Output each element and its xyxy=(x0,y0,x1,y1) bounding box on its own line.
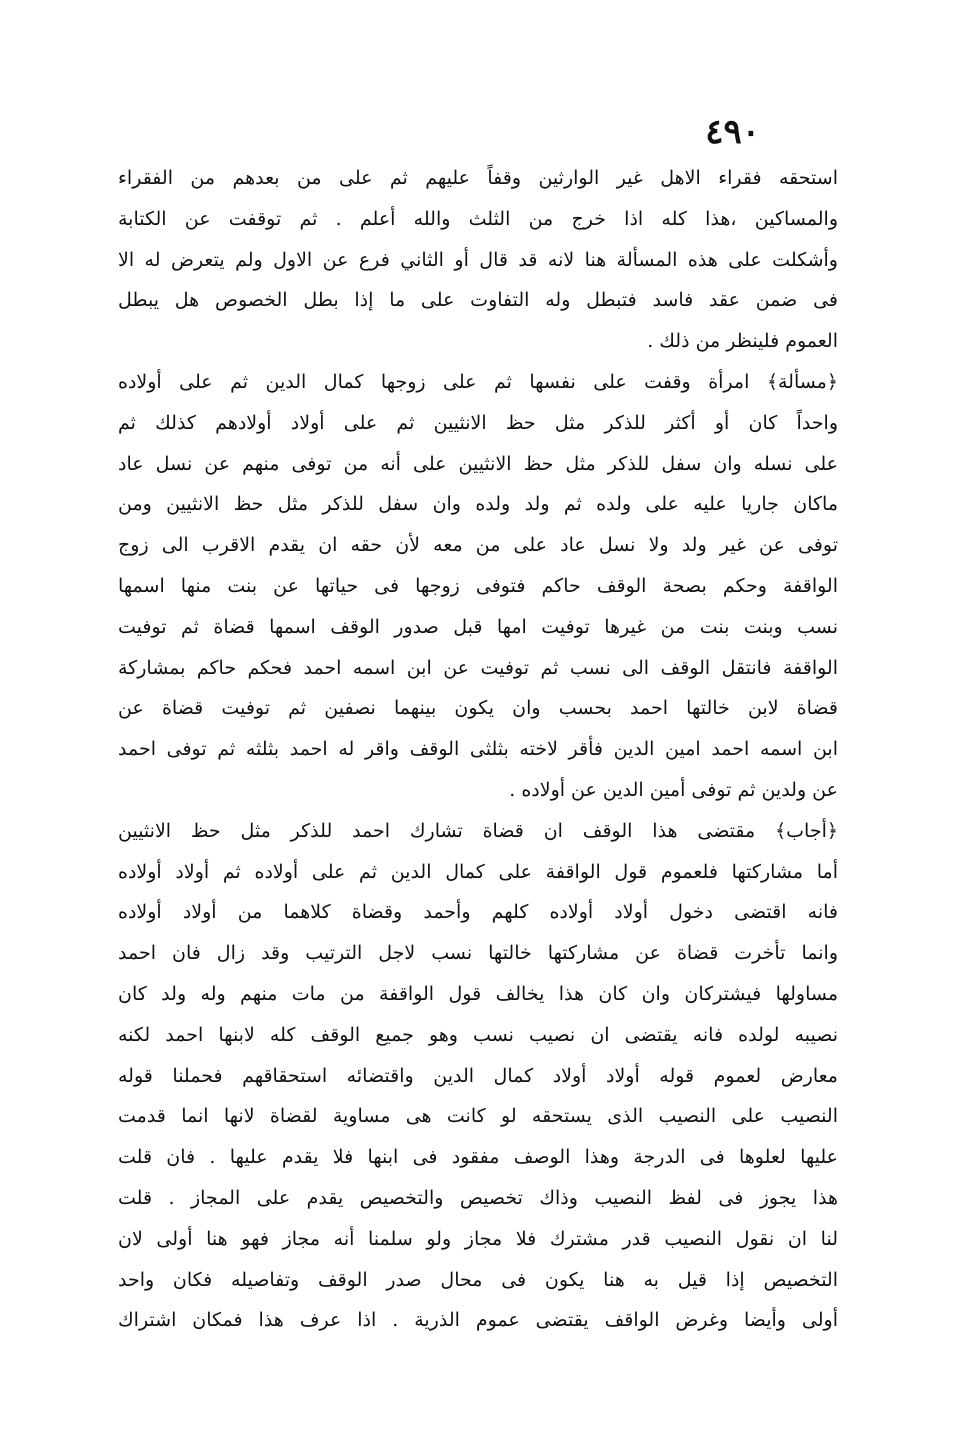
text-line: وأشكلت على هذه المسألة هنا لانه قد قال أو الثاني فرع عن الاول ولم يتعرض له الا xyxy=(118,248,838,271)
text-line: ابن اسمه احمد امين الدين فأقر لاخته بثلثى الوقف واقر له احمد بثلثه ثم توفى احمد xyxy=(118,738,838,761)
text-line: مساولها فيشتركان وان كان هذا يخالف قول الواقفة من مات منهم وله ولد كان xyxy=(118,982,838,1005)
text-line: فى ضمن عقد فاسد فتبطل وله التفاوت على ما إذا بطل الخصوص هل يبطل xyxy=(118,289,838,312)
text-line: ماكان جاريا عليه على ولده ثم ولد ولده وان سفل للذكر مثل حظ الانثيين ومن xyxy=(118,493,838,516)
text-line: الواقفة وحكم بصحة الوقف حاكم فتوفى زوجها فى حياتها عن بنت منها اسمها xyxy=(118,574,838,597)
text-line: أما مشاركتها فلعموم قول الواقفة على كمال الدين ثم على أولاده ثم أولاد أولاده xyxy=(118,860,838,883)
text-line: أولى وأيضا وغرض الواقف يقتضى عموم الذرية . اذا عرف هذا فمكان اشتراك xyxy=(118,1309,838,1332)
text-line: وانما تأخرت قضاة عن مشاركتها خالتها نسب لاجل الترتيب وقد زال فان احمد xyxy=(118,942,838,965)
text-line: استحقه فقراء الاهل غير الوارثين وقفاً عليهم ثم على من بعدهم من الفقراء xyxy=(118,167,838,189)
text-line: هذا يجوز فى لفظ النصيب وذاك تخصيص والتخصيص يقدم على المجاز . قلت xyxy=(118,1186,838,1209)
text-line: ﴿أجاب﴾ مقتضى هذا الوقف ان قضاة تشارك احمد للذكر مثل حظ الانثيين xyxy=(118,819,838,842)
text-line: ﴿مسألة﴾ امرأة وقفت على نفسها ثم على زوجها كمال الدين ثم على أولاده xyxy=(118,370,838,393)
text-line: التخصيص إذا قيل به هنا يكون فى محال صدر الوقف وتفاصيله فكان واحد xyxy=(118,1268,838,1291)
text-line: واحداً كان أو أكثر للذكر مثل حظ الانثيين ثم على أولاد أولادهم كذلك ثم xyxy=(118,411,838,434)
text-line: فانه اقتضى دخول أولاد أولاده كلهم وأحمد وقضاة كلاهما من أولاد أولاده xyxy=(118,901,838,924)
text-line: على نسله وان سفل للذكر مثل حظ الانثيين على أنه من توفى منهم عن نسل عاد xyxy=(118,452,838,475)
text-line: العموم فلينظر من ذلك . xyxy=(647,330,838,353)
text-line: الواقفة فانتقل الوقف الى نسب ثم توفيت عن ابن اسمه احمد فحكم حاكم بمشاركة xyxy=(118,656,838,679)
text-line: عن ولدين ثم توفى أمين الدين عن أولاده . xyxy=(509,778,838,801)
text-line: لنا ان نقول النصيب قدر مشترك فلا مجاز ولو سلمنا أنه مجاز فهو هنا أولى لان xyxy=(118,1227,838,1250)
text-line: النصيب على النصيب الذى يستحقه لو كانت هى مساوية لقضاة لانها انما قدمت xyxy=(118,1105,838,1128)
text-line: عليها لعلوها فى الدرجة وهذا الوصف مفقود فى ابنها فلا يقدم عليها . فان قلت xyxy=(118,1146,838,1169)
text-line: والمساكين ،هذا كله اذا خرج من الثلث والله أعلم . ثم توقفت عن الكتابة xyxy=(118,207,838,230)
body-text xyxy=(118,158,838,1341)
text-line: نصيبه لولده فانه يقتضى ان نصيب نسب وهو جميع الوقف كله لابنها احمد لكنه xyxy=(118,1023,838,1046)
text-line: معارض لعموم قوله أولاد أولاد كمال الدين واقتضائه استحقاقهم فحملنا قوله xyxy=(118,1064,838,1087)
text-line: قضاة لابن خالتها احمد بحسب وان يكون بينهما نصفين ثم توفيت قضاة عن xyxy=(118,697,838,720)
text-line: توفى عن غير ولد ولا نسل عاد على من معه لأن حقه ان يقدم الاقرب الى زوج xyxy=(118,534,838,557)
text-line: نسب وبنت بنت من غيرها توفيت امها قبل صدور الوقف اسمها قضاة ثم توفيت xyxy=(118,615,838,638)
page-number: ٤٩٠ xyxy=(705,112,760,152)
